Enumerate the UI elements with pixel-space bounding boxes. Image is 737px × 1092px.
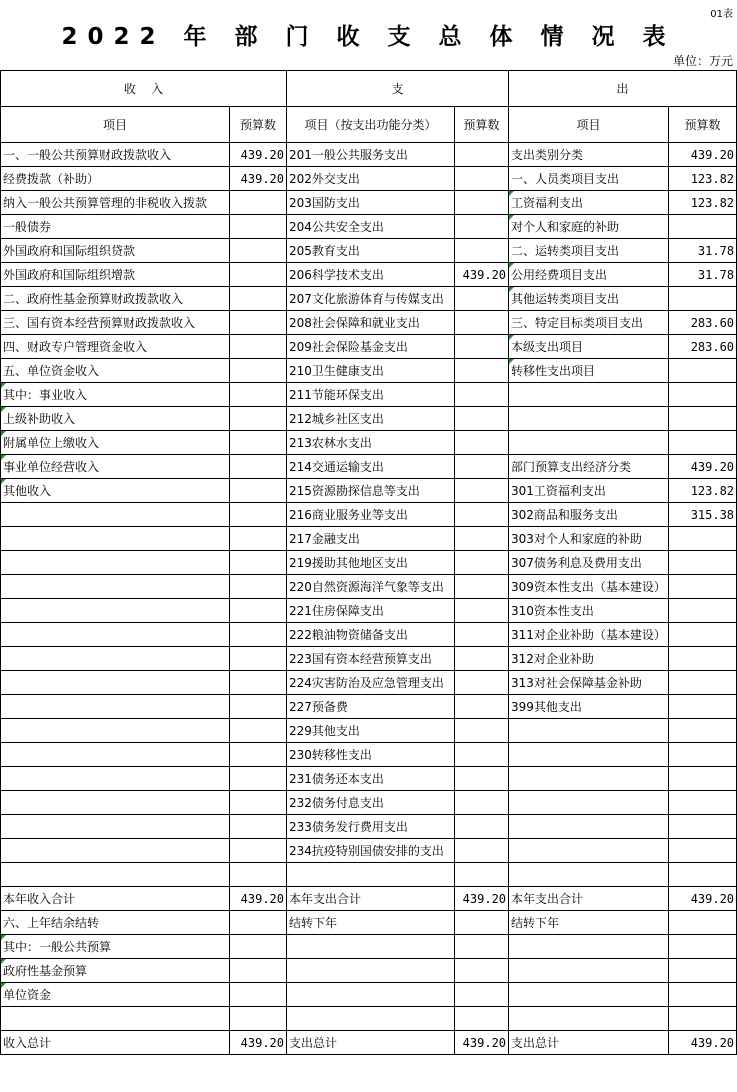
econ-expense-item: 本级支出项目 [509, 335, 669, 359]
func-expense-budget [455, 623, 509, 647]
income-item [1, 743, 230, 767]
econ-expense-item: 307债务利息及费用支出 [509, 551, 669, 575]
func-expense-item: 227预备费 [287, 695, 455, 719]
econ-expense-item [509, 1007, 669, 1031]
income-item [1, 815, 230, 839]
econ-expense-item: 312对企业补助 [509, 647, 669, 671]
func-expense-item: 230转移性支出 [287, 743, 455, 767]
income-item: 二、政府性基金预算财政拨款收入 [1, 287, 230, 311]
econ-expense-budget [669, 383, 737, 407]
func-expense-item: 202外交支出 [287, 167, 455, 191]
income-budget [230, 647, 287, 671]
income-budget [230, 839, 287, 863]
func-expense-budget [455, 503, 509, 527]
func-expense-budget [455, 215, 509, 239]
income-item [1, 695, 230, 719]
econ-expense-item [509, 767, 669, 791]
table-row [1, 239, 737, 263]
econ-expense-budget [669, 551, 737, 575]
func-expense-budget: 439.20 [455, 263, 509, 287]
table-row [1, 839, 737, 863]
func-expense-item: 233债务发行费用支出 [287, 815, 455, 839]
income-budget [230, 359, 287, 383]
econ-expense-budget [669, 407, 737, 431]
table-row [1, 143, 737, 167]
econ-expense-budget [669, 815, 737, 839]
income-budget [230, 767, 287, 791]
col-header-econ-item: 项目 [509, 107, 669, 143]
econ-expense-budget [669, 719, 737, 743]
income-item: 其他收入 [1, 479, 230, 503]
income-item [1, 863, 230, 887]
func-expense-budget [455, 287, 509, 311]
income-budget [230, 575, 287, 599]
income-item [1, 719, 230, 743]
income-budget [230, 911, 287, 935]
func-expense-item [287, 959, 455, 983]
func-expense-item: 205教育支出 [287, 239, 455, 263]
func-expense-budget [455, 1007, 509, 1031]
income-budget [230, 695, 287, 719]
econ-expense-budget [669, 959, 737, 983]
table-row [1, 671, 737, 695]
income-budget: 439.20 [230, 143, 287, 167]
income-budget [230, 287, 287, 311]
table-row [1, 455, 737, 479]
table-row [1, 503, 737, 527]
func-expense-budget [455, 743, 509, 767]
income-item [1, 527, 230, 551]
income-budget [230, 263, 287, 287]
func-expense-item: 219援助其他地区支出 [287, 551, 455, 575]
econ-expense-budget [669, 287, 737, 311]
income-item [1, 503, 230, 527]
econ-expense-item: 303对个人和家庭的补助 [509, 527, 669, 551]
income-item [1, 791, 230, 815]
income-budget [230, 935, 287, 959]
func-expense-budget [455, 431, 509, 455]
table-row [1, 551, 737, 575]
econ-expense-item: 三、特定目标类项目支出 [509, 311, 669, 335]
income-budget [230, 959, 287, 983]
func-expense-budget [455, 551, 509, 575]
table-row [1, 191, 737, 215]
col-header-item: 项目 [1, 107, 230, 143]
func-expense-budget [455, 311, 509, 335]
col-header-budget2: 预算数 [455, 107, 509, 143]
income-budget [230, 815, 287, 839]
econ-expense-budget [669, 431, 737, 455]
func-expense-budget [455, 407, 509, 431]
func-expense-item: 209社会保险基金支出 [287, 335, 455, 359]
econ-expense-budget [669, 695, 737, 719]
econ-expense-budget: 439.20 [669, 143, 737, 167]
table-row [1, 695, 737, 719]
form-number: 01表 [710, 9, 733, 20]
econ-expense-item [509, 815, 669, 839]
econ-expense-budget [669, 743, 737, 767]
econ-expense-item [509, 935, 669, 959]
col-header-func-item: 项目（按支出功能分类） [287, 107, 455, 143]
table-row [1, 983, 737, 1007]
econ-expense-budget: 123.82 [669, 191, 737, 215]
income-item [1, 767, 230, 791]
table-row [1, 1007, 737, 1031]
income-budget [230, 719, 287, 743]
func-expense-budget: 439.20 [455, 887, 509, 911]
table-row [1, 623, 737, 647]
income-item: 其中：一般公共预算 [1, 935, 230, 959]
econ-expense-item: 对个人和家庭的补助 [509, 215, 669, 239]
table-row [1, 527, 737, 551]
income-budget [230, 455, 287, 479]
func-expense-budget [455, 863, 509, 887]
income-item: 三、国有资本经营预算财政拨款收入 [1, 311, 230, 335]
econ-expense-item [509, 863, 669, 887]
table-row [1, 431, 737, 455]
income-budget [230, 335, 287, 359]
income-budget [230, 503, 287, 527]
func-expense-item [287, 935, 455, 959]
func-expense-budget [455, 479, 509, 503]
func-expense-item: 本年支出合计 [287, 887, 455, 911]
econ-expense-item [509, 959, 669, 983]
econ-expense-budget [669, 527, 737, 551]
func-expense-item [287, 863, 455, 887]
econ-expense-item [509, 383, 669, 407]
func-expense-budget [455, 167, 509, 191]
income-item: 单位资金 [1, 983, 230, 1007]
unit-label: 单位：万元 [672, 54, 733, 68]
table-row [1, 359, 737, 383]
table-row [1, 599, 737, 623]
func-expense-budget [455, 191, 509, 215]
econ-expense-item: 309资本性支出（基本建设） [509, 575, 669, 599]
econ-expense-item: 工资福利支出 [509, 191, 669, 215]
func-expense-budget [455, 359, 509, 383]
table-body [1, 143, 737, 1055]
income-item: 五、单位资金收入 [1, 359, 230, 383]
func-expense-budget [455, 647, 509, 671]
econ-expense-item: 公用经费项目支出 [509, 263, 669, 287]
income-item [1, 1007, 230, 1031]
func-expense-item: 224灾害防治及应急管理支出 [287, 671, 455, 695]
func-expense-item: 217金融支出 [287, 527, 455, 551]
table-row [1, 383, 737, 407]
econ-expense-budget: 31.78 [669, 239, 737, 263]
func-expense-item: 216商业服务业等支出 [287, 503, 455, 527]
econ-expense-item: 本年支出合计 [509, 887, 669, 911]
expense-header-right: 出 [509, 71, 737, 107]
econ-expense-item: 支出总计 [509, 1031, 669, 1055]
header-row-columns [1, 107, 737, 143]
econ-expense-item: 302商品和服务支出 [509, 503, 669, 527]
econ-expense-budget [669, 359, 737, 383]
table-row [1, 167, 737, 191]
econ-expense-item: 310资本性支出 [509, 599, 669, 623]
table-row [1, 863, 737, 887]
econ-expense-item: 结转下年 [509, 911, 669, 935]
func-expense-item: 204公共安全支出 [287, 215, 455, 239]
income-budget [230, 215, 287, 239]
econ-expense-budget [669, 599, 737, 623]
func-expense-item: 223国有资本经营预算支出 [287, 647, 455, 671]
func-expense-item: 234抗疫特别国债安排的支出 [287, 839, 455, 863]
income-item: 收入总计 [1, 1031, 230, 1055]
econ-expense-item: 301工资福利支出 [509, 479, 669, 503]
func-expense-item: 206科学技术支出 [287, 263, 455, 287]
income-header: 收 入 [1, 71, 287, 107]
func-expense-budget: 439.20 [455, 1031, 509, 1055]
func-expense-budget [455, 695, 509, 719]
func-expense-budget [455, 383, 509, 407]
econ-expense-budget [669, 1007, 737, 1031]
econ-expense-budget [669, 623, 737, 647]
func-expense-item: 229其他支出 [287, 719, 455, 743]
income-budget [230, 383, 287, 407]
econ-expense-budget: 123.82 [669, 167, 737, 191]
table-row [1, 815, 737, 839]
income-item: 上级补助收入 [1, 407, 230, 431]
table-row [1, 887, 737, 911]
econ-expense-item [509, 839, 669, 863]
func-expense-budget [455, 839, 509, 863]
income-item: 六、上年结余结转 [1, 911, 230, 935]
income-budget [230, 407, 287, 431]
econ-expense-item: 399其他支出 [509, 695, 669, 719]
table-row [1, 1031, 737, 1055]
income-item: 其中：事业收入 [1, 383, 230, 407]
func-expense-budget [455, 143, 509, 167]
econ-expense-item [509, 983, 669, 1007]
func-expense-budget [455, 239, 509, 263]
table-row [1, 911, 737, 935]
econ-expense-item: 311对企业补助（基本建设） [509, 623, 669, 647]
income-item [1, 647, 230, 671]
income-item: 外国政府和国际组织增款 [1, 263, 230, 287]
func-expense-item: 222粮油物资储备支出 [287, 623, 455, 647]
income-item: 本年收入合计 [1, 887, 230, 911]
income-budget [230, 1007, 287, 1031]
income-item: 纳入一般公共预算管理的非税收入拨款 [1, 191, 230, 215]
income-item: 附属单位上缴收入 [1, 431, 230, 455]
econ-expense-item: 其他运转类项目支出 [509, 287, 669, 311]
econ-expense-budget: 439.20 [669, 455, 737, 479]
func-expense-item: 208社会保障和就业支出 [287, 311, 455, 335]
table-row [1, 959, 737, 983]
func-expense-budget [455, 575, 509, 599]
income-item: 一般债券 [1, 215, 230, 239]
income-item: 外国政府和国际组织贷款 [1, 239, 230, 263]
income-budget [230, 599, 287, 623]
func-expense-item: 207文化旅游体育与传媒支出 [287, 287, 455, 311]
income-budget [230, 527, 287, 551]
table-row [1, 575, 737, 599]
econ-expense-budget [669, 647, 737, 671]
table-row [1, 263, 737, 287]
budget-table [0, 70, 737, 1055]
table-row [1, 935, 737, 959]
income-item [1, 839, 230, 863]
col-header-budget: 预算数 [230, 107, 287, 143]
econ-expense-item [509, 743, 669, 767]
func-expense-budget [455, 767, 509, 791]
econ-expense-budget [669, 791, 737, 815]
func-expense-budget [455, 935, 509, 959]
econ-expense-item [509, 791, 669, 815]
econ-expense-item: 一、人员类项目支出 [509, 167, 669, 191]
income-budget [230, 239, 287, 263]
func-expense-item: 215资源勘探信息等支出 [287, 479, 455, 503]
econ-expense-budget: 123.82 [669, 479, 737, 503]
income-budget: 439.20 [230, 167, 287, 191]
econ-expense-budget [669, 767, 737, 791]
table-row [1, 479, 737, 503]
econ-expense-budget [669, 839, 737, 863]
func-expense-item: 212城乡社区支出 [287, 407, 455, 431]
econ-expense-budget: 439.20 [669, 887, 737, 911]
func-expense-item [287, 1007, 455, 1031]
func-expense-budget [455, 911, 509, 935]
income-budget: 439.20 [230, 1031, 287, 1055]
table-row [1, 767, 737, 791]
econ-expense-budget [669, 911, 737, 935]
income-item [1, 575, 230, 599]
econ-expense-item: 二、运转类项目支出 [509, 239, 669, 263]
income-budget [230, 191, 287, 215]
income-item: 四、财政专户管理资金收入 [1, 335, 230, 359]
econ-expense-item [509, 431, 669, 455]
econ-expense-budget: 315.38 [669, 503, 737, 527]
econ-expense-item: 转移性支出项目 [509, 359, 669, 383]
income-item [1, 623, 230, 647]
func-expense-budget [455, 671, 509, 695]
header-row-group [1, 71, 737, 107]
econ-expense-budget [669, 575, 737, 599]
income-item [1, 671, 230, 695]
econ-expense-budget [669, 935, 737, 959]
func-expense-item: 结转下年 [287, 911, 455, 935]
table-row [1, 647, 737, 671]
func-expense-item: 支出总计 [287, 1031, 455, 1055]
income-budget [230, 791, 287, 815]
func-expense-item: 220自然资源海洋气象等支出 [287, 575, 455, 599]
func-expense-item: 213农林水支出 [287, 431, 455, 455]
income-item [1, 599, 230, 623]
econ-expense-item: 支出类别分类 [509, 143, 669, 167]
income-budget [230, 863, 287, 887]
func-expense-item: 203国防支出 [287, 191, 455, 215]
func-expense-budget [455, 335, 509, 359]
income-item: 事业单位经营收入 [1, 455, 230, 479]
econ-expense-budget: 439.20 [669, 1031, 737, 1055]
func-expense-item: 231债务还本支出 [287, 767, 455, 791]
income-item [1, 551, 230, 575]
func-expense-budget [455, 959, 509, 983]
income-budget [230, 479, 287, 503]
func-expense-item: 210卫生健康支出 [287, 359, 455, 383]
econ-expense-budget [669, 983, 737, 1007]
income-budget: 439.20 [230, 887, 287, 911]
func-expense-item: 214交通运输支出 [287, 455, 455, 479]
func-expense-item [287, 983, 455, 1007]
income-budget [230, 311, 287, 335]
col-header-budget3: 预算数 [669, 107, 737, 143]
income-budget [230, 743, 287, 767]
table-row [1, 407, 737, 431]
income-item: 一、一般公共预算财政拨款收入 [1, 143, 230, 167]
econ-expense-item: 313对社会保障基金补助 [509, 671, 669, 695]
table-row [1, 311, 737, 335]
func-expense-item: 211节能环保支出 [287, 383, 455, 407]
func-expense-item: 232债务付息支出 [287, 791, 455, 815]
income-budget [230, 983, 287, 1007]
func-expense-budget [455, 527, 509, 551]
func-expense-budget [455, 815, 509, 839]
table-row [1, 335, 737, 359]
func-expense-budget [455, 719, 509, 743]
econ-expense-budget: 31.78 [669, 263, 737, 287]
income-item: 政府性基金预算 [1, 959, 230, 983]
expense-header-left: 支 [287, 71, 509, 107]
econ-expense-item [509, 407, 669, 431]
econ-expense-budget [669, 863, 737, 887]
income-budget [230, 551, 287, 575]
econ-expense-budget [669, 215, 737, 239]
table-row [1, 215, 737, 239]
page-title: 2022 年 部 门 收 支 总 体 情 况 表 [61, 24, 676, 50]
table-row [1, 743, 737, 767]
func-expense-item: 201一般公共服务支出 [287, 143, 455, 167]
table-row [1, 287, 737, 311]
func-expense-item: 221住房保障支出 [287, 599, 455, 623]
econ-expense-budget [669, 671, 737, 695]
income-budget [230, 431, 287, 455]
income-item: 经费拨款（补助） [1, 167, 230, 191]
table-row [1, 719, 737, 743]
func-expense-budget [455, 791, 509, 815]
func-expense-budget [455, 455, 509, 479]
econ-expense-budget: 283.60 [669, 335, 737, 359]
func-expense-budget [455, 599, 509, 623]
income-budget [230, 623, 287, 647]
econ-expense-item: 部门预算支出经济分类 [509, 455, 669, 479]
table-row [1, 791, 737, 815]
func-expense-budget [455, 983, 509, 1007]
econ-expense-item [509, 719, 669, 743]
econ-expense-budget: 283.60 [669, 311, 737, 335]
income-budget [230, 671, 287, 695]
